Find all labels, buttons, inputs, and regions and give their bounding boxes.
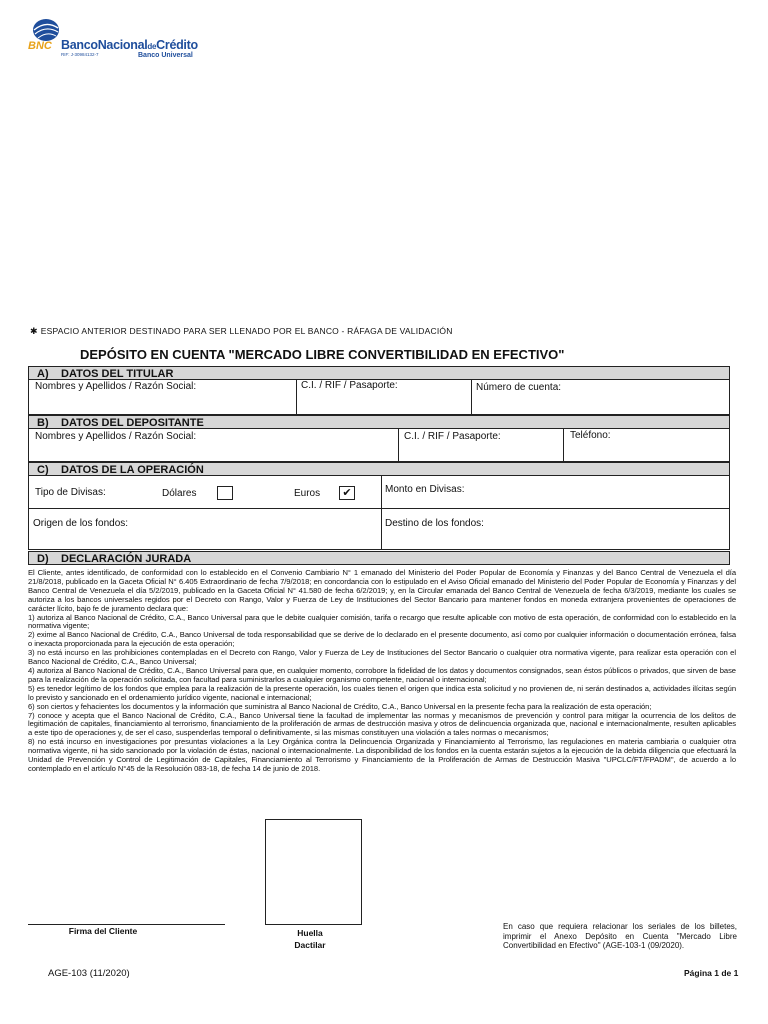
depositor-phone-field[interactable]: Teléfono:	[570, 430, 611, 441]
svg-text:BNC: BNC	[28, 40, 52, 52]
client-signature-label: Firma del Cliente	[68, 926, 138, 936]
declaration-paragraph: 2) exime al Banco Nacional de Crédito, C.A., Banco Universal de toda responsabilidad que se derive de lo declarado en el presente documento, así como por cualquier información o documentación errónea, falsa o inexacta proporcionada para la ejecución de esta operación;	[28, 630, 736, 649]
form-code: AGE-103 (11/2020)	[48, 968, 130, 979]
funds-destination-field[interactable]: Destino de los fondos:	[385, 518, 484, 529]
page-number: Página 1 de 1	[684, 968, 739, 978]
section-c-area	[28, 475, 730, 550]
fingerprint-box[interactable]	[265, 819, 362, 925]
checkmark-icon: ✔	[342, 487, 352, 499]
section-b-header: B) DATOS DEL DEPOSITANTE	[28, 415, 730, 429]
annex-note: En caso que requiera relacionar los seriales de los billetes, imprimir el Anexo Depósito en Cuenta "Mercado Libre Convertibilidad en Efectivo" (AGE-103-1 (09/2020).	[503, 922, 737, 950]
currency-type-label: Tipo de Divisas:	[35, 487, 106, 498]
signature-line[interactable]	[28, 924, 225, 925]
dollars-checkbox[interactable]	[217, 486, 233, 500]
account-number-field[interactable]: Número de cuenta:	[476, 382, 562, 393]
bank-name: BancoNacionaldeCrédito	[61, 38, 198, 52]
declaration-paragraph: 8) no está incurso en investigaciones por presuntas violaciones a la Ley Orgánica contra la Delincuencia Organizada y Financiamiento al Terrorismo, las regulaciones en materia cambiaria o cualquier otra normativa vigente, ni ha sido sancionado por la violación de éstas, nacional o internacionalmente. La disponibilidad de los fondos en la cuenta estarán sujetos a la ejecución de la debida diligencia que efectuará la Unidad de Prevención y Control de Legitimación de Capitales, Financiamiento al Terrorismo y Financiamiento de la Proliferación de Armas de Destrucción Masiva "UPCLC/FT/FPADM", de acuerdo a lo contemplado en el artículo N°45 de la Resolución 083-18, de fecha 14 de junio de 2018.	[28, 737, 736, 773]
declaration-paragraph: 3) no está incurso en las prohibiciones contempladas en el Decreto con Rango, Valor y Fuerza de Ley de Instituciones del Sector Bancario o cualquier otra normativa vigente, para realizar esta operación con el Banco Nacional de Crédito, C.A., Banco Universal;	[28, 648, 736, 667]
section-d-header: D) DECLARACIÓN JURADA	[28, 551, 730, 565]
funds-origin-field[interactable]: Origen de los fondos:	[33, 518, 129, 529]
section-c-header: C) DATOS DE LA OPERACIÓN	[28, 462, 730, 476]
amount-field[interactable]: Monto en Divisas:	[385, 484, 465, 495]
euros-checkbox[interactable]	[339, 486, 355, 500]
holder-id-field[interactable]: C.I. / RIF / Pasaporte:	[301, 380, 398, 391]
declaration-paragraph: El Cliente, antes identificado, de conformidad con lo establecido en el Convenio Cambiario N° 1 emanado del Ministerio del Poder Popular de Economía y Finanzas y del Banco Central de Venezuela el día 21/8/2018, publicado en la Gaceta Oficial N° 6.405 Extraordinario de fecha 7/9/2018; en concordancia con lo estipulado en el Aviso Oficial emanado del Ministerio del Poder Popular de Economía y Finanzas y del Banco Central de Venezuela el día 5/2/2019, publicado en la Gaceta Oficial N° 41.580 de fecha 6/2/2019; y, en la Circular emanada del Banco Central de Venezuela de fecha 6/3/2019, mediante los cuales se autoriza a los bancos universales regidos por el Decreto con Rango, Valor y Fuerza de Ley de Instituciones del Sector Bancario para mantener fondos en moneda extranjera provenientes de operaciones de carácter lícito, bajo fe de juramento declara que:	[28, 568, 736, 613]
declaration-paragraph: 5) es tenedor legítimo de los fondos que emplea para la realización de la presente operación, los cuales tienen el origen que indica esta solicitud y no provienen de, ni serán destinados a, actividades ilícitas según lo previsto y sancionado en el ordenamiento jurídico vigente, nacional e internacional;	[28, 683, 736, 702]
section-a-header: A) DATOS DEL TITULAR	[28, 366, 730, 380]
declaration-paragraph: 1) autoriza al Banco Nacional de Crédito, C.A., Banco Universal para que le debite cualquier comisión, tarifa o recargo que resulte aplicable con motivo de esta operación, de conformidad con lo establecido en la normativa vigente;	[28, 612, 736, 631]
section-c-hdivider	[28, 508, 730, 509]
declaration-paragraph: 6) son ciertos y fehacientes los documentos y la información que suministra al Banco Nacional de Crédito, C.A., Banco Universal en la presente fecha para la realización de esta operación;	[28, 701, 652, 711]
fingerprint-label-1: Huella	[297, 928, 323, 938]
bnc-globe-icon	[28, 16, 62, 52]
sworn-declaration	[28, 569, 736, 774]
declaration-paragraph: 4) autoriza al Banco Nacional de Crédito, C.A., Banco Universal para que, en cualquier momento, corrobore la fidelidad de los datos y documentos consignados, sean éstos públicos o privados, que sirven de base para la realización de la operación solicitada, con facultad para suministrarlos a cualquier organismo competente, nacional o internacional;	[28, 665, 736, 684]
bank-subtitle: Banco Universal	[138, 52, 193, 59]
section-c-vdivider	[381, 475, 382, 550]
validation-space-note: ✱ ESPACIO ANTERIOR DESTINADO PARA SER LLENADO POR EL BANCO - RÁFAGA DE VALIDACIÓN	[30, 326, 453, 336]
dollars-label: Dólares	[162, 488, 197, 499]
depositor-name-field[interactable]: Nombres y Apellidos / Razón Social:	[35, 431, 197, 442]
form-title: DEPÓSITO EN CUENTA "MERCADO LIBRE CONVERTIBILIDAD EN EFECTIVO"	[80, 347, 565, 362]
depositor-id-field[interactable]: C.I. / RIF / Pasaporte:	[404, 431, 501, 442]
declaration-paragraph: 7) conoce y acepta que el Banco Nacional de Crédito, C.A., Banco Universal tiene la facultad de implementar las normas y mecanismos de prevención y control para mitigar la ocurrencia de los delitos de legitimación de capitales, financiamiento al terrorismo, financiamiento de la proliferación de armas de destrucción masiva y otros de delincuencia organizada que, nacional e internacionalmente, resulten aplicables a este tipo de operaciones y, de ser el caso, suspenderlas temporal o definitivamente, si las mismas constituyen una violación a tales normas o mecanismos;	[28, 710, 736, 738]
asterisk-icon: ✱	[30, 326, 38, 336]
bank-logo	[28, 16, 208, 62]
bank-rif: RIF: J-30984132-7	[61, 52, 99, 57]
fingerprint-label-2: Dactilar	[294, 940, 326, 950]
euros-label: Euros	[294, 488, 321, 499]
holder-name-field[interactable]: Nombres y Apellidos / Razón Social:	[35, 381, 197, 392]
